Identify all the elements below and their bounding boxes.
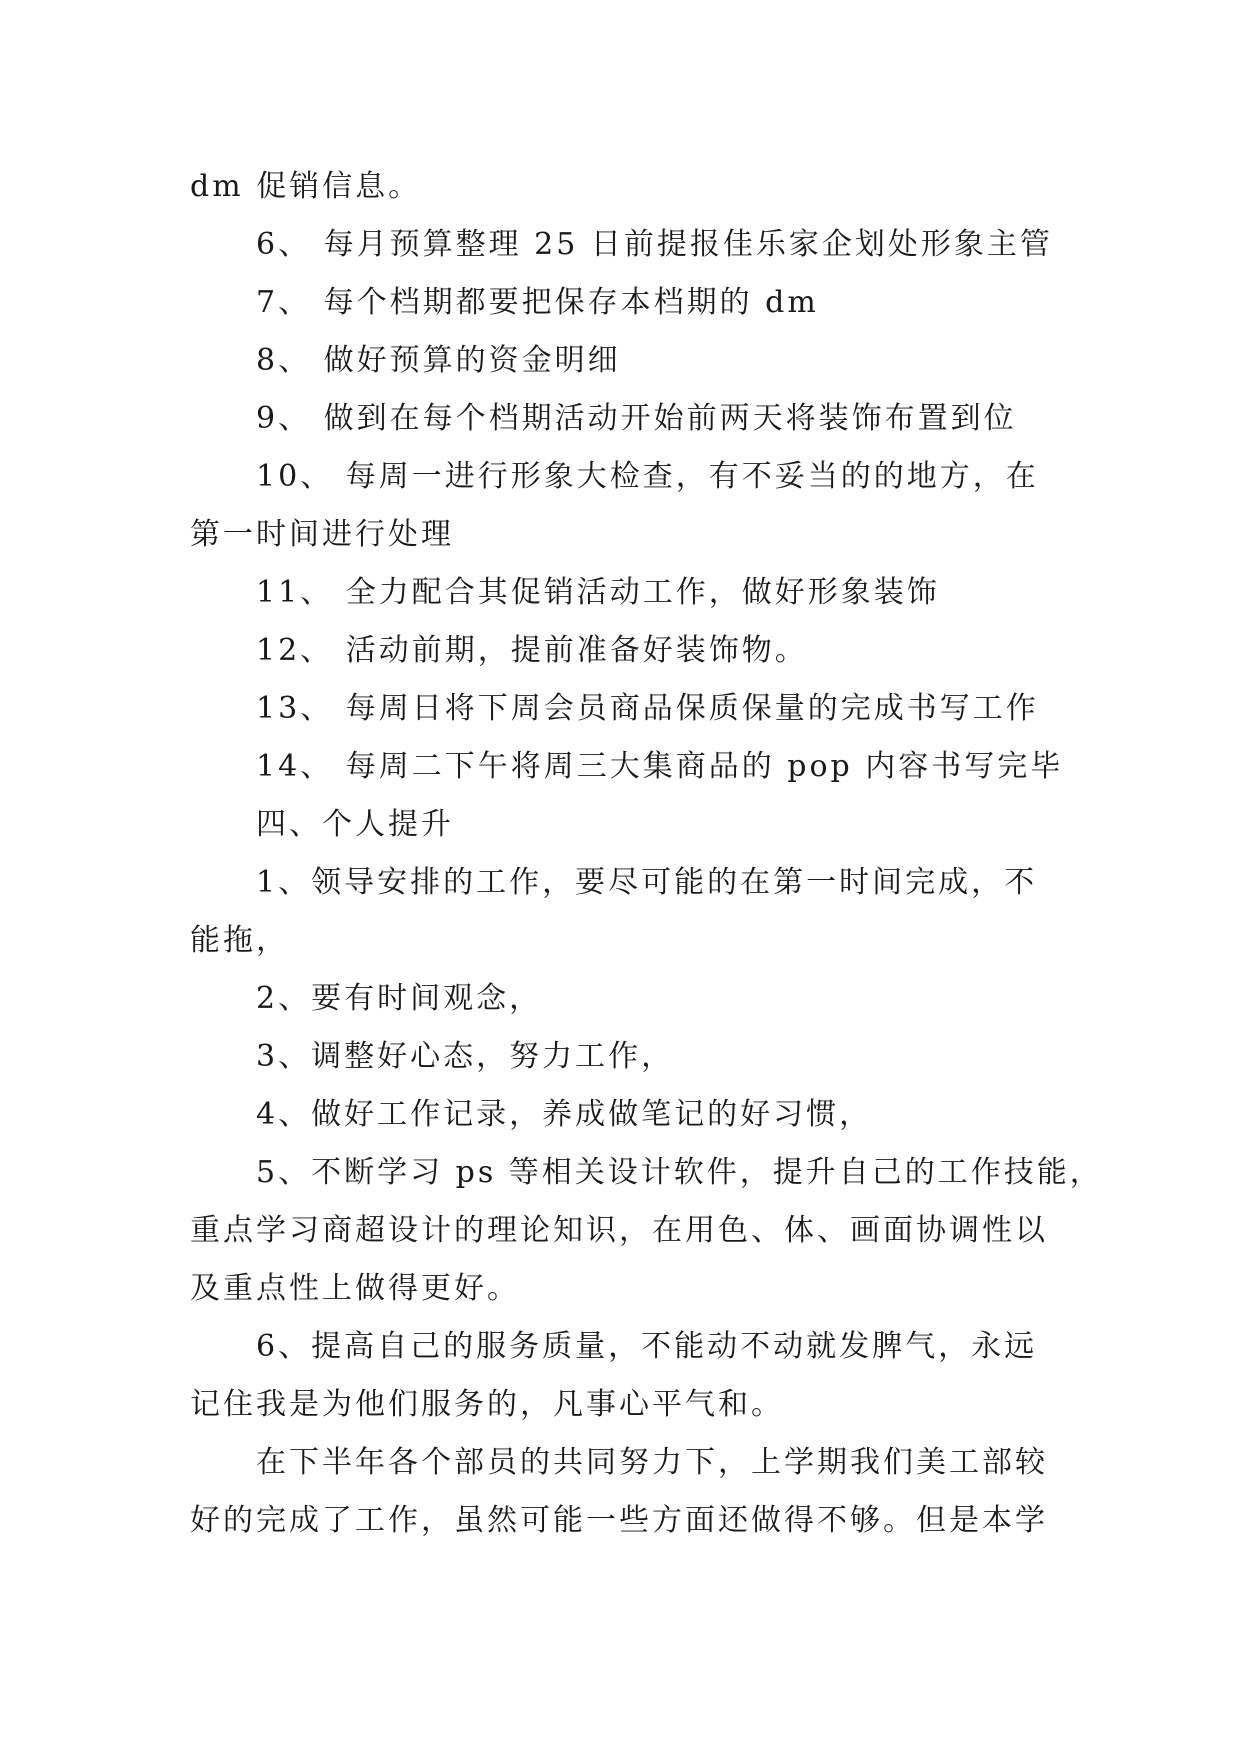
text-line: 4、做好工作记录，养成做笔记的好习惯，	[256, 1097, 873, 1132]
text-line: 11、 全力配合其促销活动工作，做好形象装饰	[256, 575, 940, 610]
text-line: 第一时间进行处理	[190, 517, 454, 552]
text-line: 3、调整好心态，努力工作，	[256, 1039, 675, 1074]
text-line: 重点学习商超设计的理论知识，在用色、体、画面协调性以	[190, 1213, 1048, 1248]
text-line: 在下半年各个部员的共同努力下，上学期我们美工部较	[256, 1445, 1048, 1480]
text-line: 12、 活动前期，提前准备好装饰物。	[256, 633, 808, 668]
text-line: 8、 做好预算的资金明细	[256, 343, 621, 378]
text-line: 6、提高自己的服务质量，不能动不动就发脾气，永远	[256, 1329, 1038, 1364]
text-line: dm 促销信息。	[190, 169, 422, 204]
text-line: 及重点性上做得更好。	[190, 1271, 520, 1306]
text-line: 5、不断学习 ps 等相关设计软件，提升自己的工作技能，	[256, 1155, 1103, 1190]
text-line: 13、 每周日将下周会员商品保质保量的完成书写工作	[256, 691, 1039, 726]
text-line: 9、 做到在每个档期活动开始前两天将装饰布置到位	[256, 401, 1017, 436]
text-line: 10、 每周一进行形象大检查，有不妥当的的地方，在	[256, 459, 1039, 494]
text-line: 6、 每月预算整理 25 日前提报佳乐家企划处形象主管	[256, 227, 1053, 262]
text-line: 7、 每个档期都要把保存本档期的 dm	[256, 285, 819, 320]
text-line: 2、要有时间观念，	[256, 981, 543, 1016]
text-line: 记住我是为他们服务的，凡事心平气和。	[190, 1387, 784, 1422]
text-line: 1、领导安排的工作，要尽可能的在第一时间完成，不	[256, 865, 1038, 900]
section-heading: 四、个人提升	[256, 807, 454, 842]
text-line: 14、 每周二下午将周三大集商品的 pop 内容书写完毕	[256, 749, 1064, 784]
text-line: 能拖，	[190, 923, 289, 958]
text-line: 好的完成了工作，虽然可能一些方面还做得不够。但是本学	[190, 1503, 1048, 1538]
